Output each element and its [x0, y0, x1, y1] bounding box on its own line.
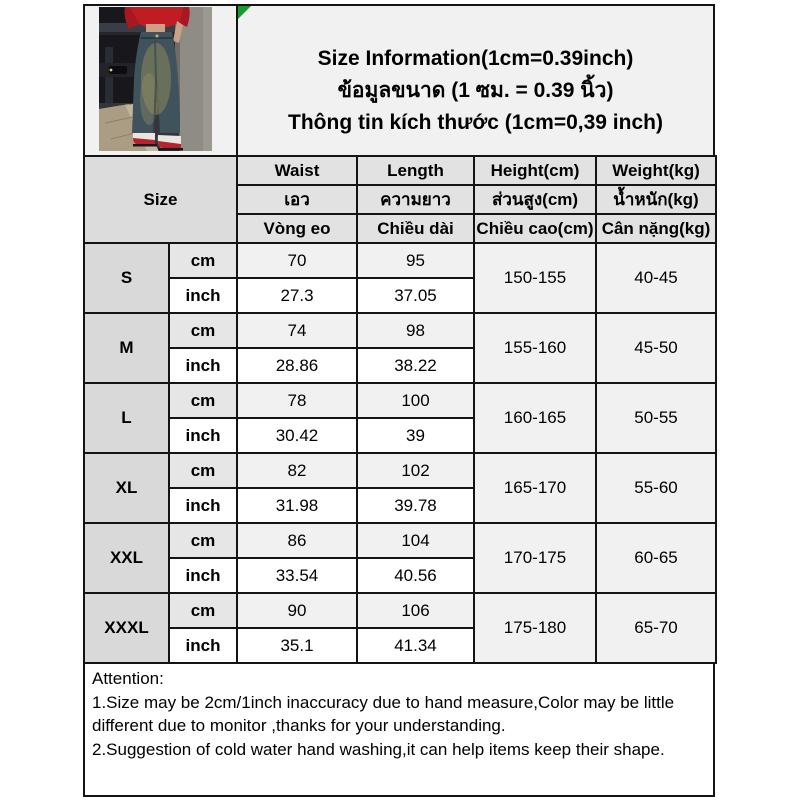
size-label-cell: L [84, 383, 169, 453]
attention-line-1: 1.Size may be 2cm/1inch inaccuracy due to hand measure,Color may be little different due to monitor ,thanks for your understanding. [92, 692, 675, 735]
title-vietnamese: Thông tin kích thước (1cm=0,39 inch) [288, 111, 663, 134]
waist-cm-value: 78 [237, 383, 357, 418]
unit-cm-cell: cm [169, 243, 237, 278]
weight-range-cell: 55-60 [596, 453, 716, 523]
unit-cm-cell: cm [169, 523, 237, 558]
size-header-cell: Size [84, 156, 237, 243]
waist-cm-value: 74 [237, 313, 357, 348]
height-header-vi: Chiều cao(cm) [474, 214, 596, 243]
waist-inch-value: 33.54 [237, 558, 357, 593]
length-inch-value: 39.78 [357, 488, 474, 523]
height-range-cell: 175-180 [474, 593, 596, 663]
length-cm-value: 98 [357, 313, 474, 348]
unit-cm-cell: cm [169, 453, 237, 488]
green-corner-marker [238, 6, 251, 19]
weight-header-en: Weight(kg) [596, 156, 716, 185]
length-inch-value: 38.22 [357, 348, 474, 383]
waist-cm-value: 86 [237, 523, 357, 558]
size-table [83, 155, 717, 664]
weight-range-cell: 45-50 [596, 313, 716, 383]
length-inch-value: 37.05 [357, 278, 474, 313]
height-header-th: ส่วนสูง(cm) [474, 185, 596, 214]
weight-range-cell: 50-55 [596, 383, 716, 453]
size-info-header [238, 6, 713, 155]
length-cm-value: 95 [357, 243, 474, 278]
unit-inch-cell: inch [169, 418, 237, 453]
attention-title: Attention: [92, 669, 164, 688]
waist-inch-value: 28.86 [237, 348, 357, 383]
unit-inch-cell: inch [169, 348, 237, 383]
size-label-cell: XXL [84, 523, 169, 593]
height-range-cell: 160-165 [474, 383, 596, 453]
waist-inch-value: 35.1 [237, 628, 357, 663]
size-chart-content [83, 4, 715, 797]
length-inch-value: 41.34 [357, 628, 474, 663]
waist-cm-value: 70 [237, 243, 357, 278]
waist-header-en: Waist [237, 156, 357, 185]
top-section [83, 4, 715, 155]
model-photo [99, 7, 212, 151]
attention-line-2: 2.Suggestion of cold water hand washing,it can help items keep their shape. [92, 739, 665, 759]
unit-cm-cell: cm [169, 593, 237, 628]
unit-inch-cell: inch [169, 558, 237, 593]
unit-inch-cell: inch [169, 278, 237, 313]
unit-inch-cell: inch [169, 488, 237, 523]
attention-note [83, 664, 715, 797]
height-header-en: Height(cm) [474, 156, 596, 185]
waist-header-vi: Vòng eo [237, 214, 357, 243]
weight-range-cell: 40-45 [596, 243, 716, 313]
size-label-cell: XL [84, 453, 169, 523]
waist-cm-value: 82 [237, 453, 357, 488]
size-label-cell: M [84, 313, 169, 383]
size-label-cell: S [84, 243, 169, 313]
length-header-th: ความยาว [357, 185, 474, 214]
height-range-cell: 170-175 [474, 523, 596, 593]
title-thai: ข้อมูลขนาด (1 ซม. = 0.39 นิ้ว) [337, 79, 614, 102]
unit-cm-cell: cm [169, 313, 237, 348]
length-inch-value: 40.56 [357, 558, 474, 593]
length-cm-value: 102 [357, 453, 474, 488]
height-range-cell: 155-160 [474, 313, 596, 383]
height-range-cell: 150-155 [474, 243, 596, 313]
weight-header-vi: Cân nặng(kg) [596, 214, 716, 243]
waist-header-th: เอว [237, 185, 357, 214]
size-label-cell: XXXL [84, 593, 169, 663]
product-photo-cell [85, 6, 238, 155]
weight-range-cell: 65-70 [596, 593, 716, 663]
unit-cm-cell: cm [169, 383, 237, 418]
model-photo-illustration [99, 7, 212, 151]
length-cm-value: 106 [357, 593, 474, 628]
height-range-cell: 165-170 [474, 453, 596, 523]
title-english: Size Information(1cm=0.39inch) [317, 47, 634, 70]
length-header-vi: Chiều dài [357, 214, 474, 243]
length-header-en: Length [357, 156, 474, 185]
unit-inch-cell: inch [169, 628, 237, 663]
waist-inch-value: 30.42 [237, 418, 357, 453]
weight-header-th: น้ำหนัก(kg) [596, 185, 716, 214]
length-cm-value: 104 [357, 523, 474, 558]
waist-inch-value: 27.3 [237, 278, 357, 313]
weight-range-cell: 60-65 [596, 523, 716, 593]
waist-cm-value: 90 [237, 593, 357, 628]
length-cm-value: 100 [357, 383, 474, 418]
waist-inch-value: 31.98 [237, 488, 357, 523]
length-inch-value: 39 [357, 418, 474, 453]
